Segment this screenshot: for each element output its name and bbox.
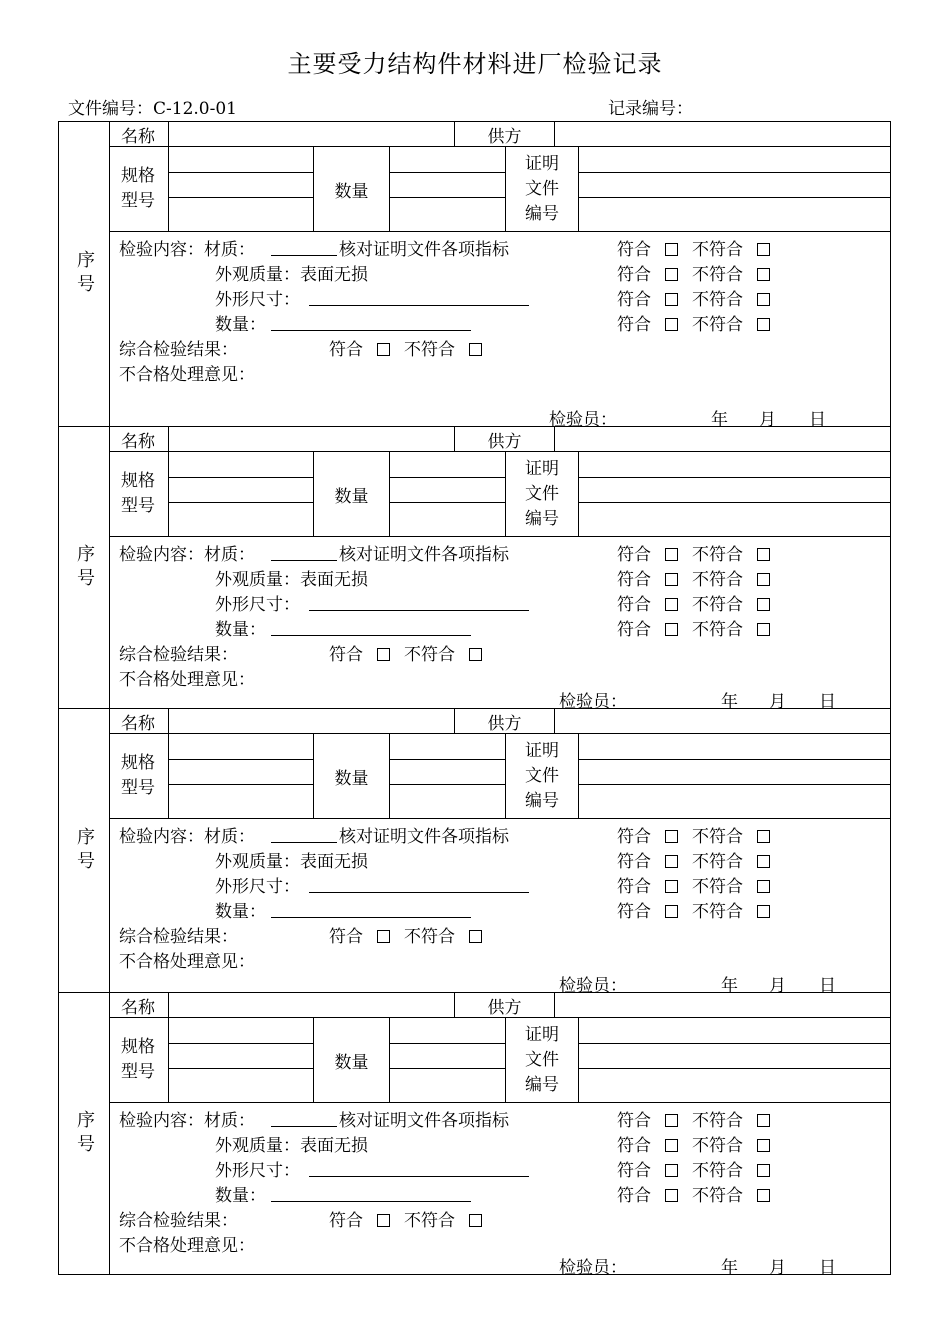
certificate-number-field[interactable] <box>579 1018 890 1102</box>
conform-checkbox[interactable] <box>665 573 678 586</box>
month-label: 月 <box>759 410 776 430</box>
conformity-options <box>617 540 772 565</box>
spec-model-field[interactable] <box>169 734 314 818</box>
dimensions-label: 外形尺寸： <box>215 290 300 310</box>
nonconform-checkbox[interactable] <box>757 1164 770 1177</box>
conform-checkbox[interactable] <box>665 598 678 611</box>
conform-checkbox[interactable] <box>665 293 678 306</box>
certificate-number-label <box>506 1018 579 1102</box>
nonconform-checkbox[interactable] <box>757 573 770 586</box>
certificate-number-label <box>506 147 579 231</box>
conform-label: 符合 <box>617 1136 651 1156</box>
conform-checkbox[interactable] <box>377 648 390 661</box>
supplier-label: 供方 <box>455 427 555 451</box>
cert-label-line: 文件 <box>525 1049 559 1070</box>
nonconform-label: 不符合 <box>404 340 455 360</box>
name-label: 名称 <box>109 122 169 146</box>
inspection-record-block <box>58 427 891 712</box>
cert-label-line: 文件 <box>525 765 559 786</box>
inspector-label: 检验员： <box>559 976 627 996</box>
cert-label-line: 证明 <box>525 740 559 761</box>
spec-model-label <box>109 452 169 536</box>
material-blank[interactable] <box>271 560 337 561</box>
conformity-options <box>617 1181 772 1206</box>
conformity-options <box>617 1106 772 1131</box>
day-label: 日 <box>819 692 836 712</box>
overall-result-label: 综合检验结果： <box>119 645 238 665</box>
dimensions-blank[interactable] <box>309 1176 529 1177</box>
overall-result-options <box>329 335 484 360</box>
spec-model-label <box>109 1018 169 1102</box>
nonconform-label: 不符合 <box>404 645 455 665</box>
day-label: 日 <box>819 1258 836 1278</box>
year-label: 年 <box>711 410 728 430</box>
certificate-number-label <box>506 452 579 536</box>
conform-label: 符合 <box>617 545 651 565</box>
quantity-field[interactable] <box>390 734 506 818</box>
name-field[interactable] <box>169 427 455 451</box>
inspection-content <box>109 1103 890 1278</box>
quantity-label: 数量 <box>314 734 390 818</box>
month-label: 月 <box>769 976 786 996</box>
conformity-options <box>617 847 772 872</box>
conform-label: 符合 <box>329 340 363 360</box>
cert-label-line: 编号 <box>525 790 559 811</box>
cert-label-line: 编号 <box>525 508 559 529</box>
name-field[interactable] <box>169 993 455 1017</box>
model-label-line: 型号 <box>121 191 155 211</box>
nonconform-checkbox[interactable] <box>757 905 770 918</box>
conform-checkbox[interactable] <box>377 930 390 943</box>
sequence-column <box>59 709 110 992</box>
nonconform-checkbox[interactable] <box>469 648 482 661</box>
nonconform-label: 不符合 <box>692 290 743 310</box>
document-number: 文件编号：C-12.0-01 <box>68 99 237 119</box>
appearance-label: 外观质量：表面无损 <box>215 852 368 872</box>
quantity-blank[interactable] <box>271 635 471 636</box>
nonconform-checkbox[interactable] <box>757 318 770 331</box>
spec-quantity-cert-row <box>109 147 890 232</box>
conform-label: 符合 <box>617 1186 651 1206</box>
nonconform-checkbox[interactable] <box>757 830 770 843</box>
model-label-line: 型号 <box>121 778 155 798</box>
inspection-content <box>109 819 890 996</box>
conform-checkbox[interactable] <box>665 905 678 918</box>
conform-label: 符合 <box>617 1161 651 1181</box>
nonconform-handling-label: 不合格处理意见： <box>119 1236 255 1256</box>
nonconform-label: 不符合 <box>692 265 743 285</box>
quantity-check-label: 数量： <box>215 902 266 922</box>
conform-checkbox[interactable] <box>665 1164 678 1177</box>
conformity-options <box>617 590 772 615</box>
page-title: 主要受力结构件材料进厂检验记录 <box>287 50 663 78</box>
conform-checkbox[interactable] <box>665 1189 678 1202</box>
dimensions-blank[interactable] <box>309 305 529 306</box>
nonconform-checkbox[interactable] <box>469 1214 482 1227</box>
quantity-label: 数量 <box>314 452 390 536</box>
certificate-number-label <box>506 734 579 818</box>
conform-checkbox[interactable] <box>665 548 678 561</box>
nonconform-checkbox[interactable] <box>469 343 482 356</box>
conform-label: 符合 <box>329 927 363 947</box>
spec-model-label <box>109 147 169 231</box>
name-field[interactable] <box>169 122 455 146</box>
month-label: 月 <box>769 692 786 712</box>
nonconform-checkbox[interactable] <box>757 598 770 611</box>
conformity-options <box>617 615 772 640</box>
check-against-label: 核对证明文件各项指标 <box>339 1111 509 1131</box>
inspection-content-label: 检验内容：材质： <box>119 1111 255 1131</box>
spec-quantity-cert-row <box>109 452 890 537</box>
quantity-blank[interactable] <box>271 330 471 331</box>
supplier-label: 供方 <box>455 993 555 1017</box>
conform-checkbox[interactable] <box>377 343 390 356</box>
sequence-column <box>59 993 110 1274</box>
overall-result-label: 综合检验结果： <box>119 340 238 360</box>
nonconform-label: 不符合 <box>692 827 743 847</box>
conformity-options <box>617 310 772 335</box>
inspection-content <box>109 537 890 712</box>
conform-label: 符合 <box>617 570 651 590</box>
check-against-label: 核对证明文件各项指标 <box>339 240 509 260</box>
year-label: 年 <box>721 692 738 712</box>
spec-model-field[interactable] <box>169 147 314 231</box>
name-supplier-row <box>109 122 890 147</box>
overall-result-label: 综合检验结果： <box>119 1211 238 1231</box>
nonconform-label: 不符合 <box>692 902 743 922</box>
quantity-check-label: 数量： <box>215 315 266 335</box>
overall-result-label: 综合检验结果： <box>119 927 238 947</box>
nonconform-handling-label: 不合格处理意见： <box>119 670 255 690</box>
dimensions-blank[interactable] <box>309 610 529 611</box>
conform-label: 符合 <box>617 240 651 260</box>
check-against-label: 核对证明文件各项指标 <box>339 545 509 565</box>
conform-label: 符合 <box>617 290 651 310</box>
conformity-options <box>617 1156 772 1181</box>
conform-checkbox[interactable] <box>665 318 678 331</box>
record-number: 记录编号： <box>608 99 693 119</box>
quantity-check-label: 数量： <box>215 620 266 640</box>
name-label: 名称 <box>109 427 169 451</box>
conform-label: 符合 <box>617 852 651 872</box>
cert-label-line: 编号 <box>525 203 559 224</box>
inspection-content-label: 检验内容：材质： <box>119 240 255 260</box>
conform-checkbox[interactable] <box>665 243 678 256</box>
conformity-options <box>617 285 772 310</box>
conform-checkbox[interactable] <box>665 880 678 893</box>
inspection-content-label: 检验内容：材质： <box>119 827 255 847</box>
inspection-content <box>109 232 890 430</box>
quantity-field[interactable] <box>390 452 506 536</box>
nonconform-label: 不符合 <box>692 620 743 640</box>
spec-label-line: 规格 <box>121 166 155 186</box>
conform-checkbox[interactable] <box>665 1114 678 1127</box>
material-blank[interactable] <box>271 255 337 256</box>
conformity-options <box>617 565 772 590</box>
inspector-label: 检验员： <box>559 692 627 712</box>
spec-label-line: 规格 <box>121 753 155 773</box>
spec-label-line: 规格 <box>121 471 155 491</box>
nonconform-checkbox[interactable] <box>757 1189 770 1202</box>
spec-model-field[interactable] <box>169 452 314 536</box>
conformity-options <box>617 897 772 922</box>
spec-label-line: 规格 <box>121 1037 155 1057</box>
quantity-label: 数量 <box>314 1018 390 1102</box>
conform-label: 符合 <box>617 620 651 640</box>
inspection-record-block <box>58 709 891 996</box>
nonconform-label: 不符合 <box>692 1136 743 1156</box>
certificate-number-field[interactable] <box>579 452 890 536</box>
conform-checkbox[interactable] <box>665 830 678 843</box>
supplier-field[interactable] <box>555 427 890 451</box>
conform-label: 符合 <box>617 265 651 285</box>
supplier-field[interactable] <box>555 993 890 1017</box>
conformity-options <box>617 1131 772 1156</box>
certificate-number-field[interactable] <box>579 147 890 231</box>
cert-label-line: 证明 <box>525 1024 559 1045</box>
sequence-label: 序号 <box>74 250 95 298</box>
supplier-label: 供方 <box>455 122 555 146</box>
nonconform-label: 不符合 <box>692 240 743 260</box>
quantity-field[interactable] <box>390 147 506 231</box>
inspection-record-block <box>58 993 891 1278</box>
quantity-blank[interactable] <box>271 917 471 918</box>
nonconform-checkbox[interactable] <box>757 243 770 256</box>
nonconform-checkbox[interactable] <box>757 623 770 636</box>
year-label: 年 <box>721 1258 738 1278</box>
nonconform-label: 不符合 <box>692 545 743 565</box>
month-label: 月 <box>769 1258 786 1278</box>
conform-checkbox[interactable] <box>665 623 678 636</box>
quantity-label: 数量 <box>314 147 390 231</box>
supplier-field[interactable] <box>555 122 890 146</box>
appearance-label: 外观质量：表面无损 <box>215 570 368 590</box>
cert-label-line: 证明 <box>525 153 559 174</box>
overall-result-options <box>329 922 484 947</box>
nonconform-label: 不符合 <box>692 1161 743 1181</box>
inspection-content-label: 检验内容：材质： <box>119 545 255 565</box>
nonconform-label: 不符合 <box>692 852 743 872</box>
sequence-label: 序号 <box>74 543 95 592</box>
sequence-label: 序号 <box>74 826 95 875</box>
inspection-record-block <box>58 121 891 430</box>
dimensions-label: 外形尺寸： <box>215 595 300 615</box>
nonconform-label: 不符合 <box>692 570 743 590</box>
name-supplier-row <box>109 709 890 734</box>
material-blank[interactable] <box>271 1126 337 1127</box>
name-field[interactable] <box>169 709 455 733</box>
nonconform-label: 不符合 <box>692 315 743 335</box>
name-label: 名称 <box>109 993 169 1017</box>
name-supplier-row <box>109 993 890 1018</box>
conform-label: 符合 <box>617 902 651 922</box>
check-against-label: 核对证明文件各项指标 <box>339 827 509 847</box>
inspector-label: 检验员： <box>549 410 617 430</box>
dimensions-label: 外形尺寸： <box>215 877 300 897</box>
inspector-label: 检验员： <box>559 1258 627 1278</box>
sequence-column <box>59 427 110 708</box>
nonconform-checkbox[interactable] <box>757 1114 770 1127</box>
quantity-check-label: 数量： <box>215 1186 266 1206</box>
conformity-options <box>617 260 772 285</box>
conform-label: 符合 <box>617 877 651 897</box>
conform-label: 符合 <box>617 1111 651 1131</box>
conform-checkbox[interactable] <box>377 1214 390 1227</box>
supplier-label: 供方 <box>455 709 555 733</box>
sequence-label: 序号 <box>74 1109 95 1158</box>
nonconform-label: 不符合 <box>692 877 743 897</box>
nonconform-handling-label: 不合格处理意见： <box>119 365 255 385</box>
cert-label-line: 编号 <box>525 1074 559 1095</box>
name-label: 名称 <box>109 709 169 733</box>
nonconform-checkbox[interactable] <box>757 293 770 306</box>
nonconform-handling-label: 不合格处理意见： <box>119 952 255 972</box>
conformity-options <box>617 235 772 260</box>
conform-label: 符合 <box>617 315 651 335</box>
conform-label: 符合 <box>617 827 651 847</box>
year-label: 年 <box>721 976 738 996</box>
nonconform-label: 不符合 <box>404 927 455 947</box>
model-label-line: 型号 <box>121 496 155 516</box>
nonconform-label: 不符合 <box>404 1211 455 1231</box>
spec-model-label <box>109 734 169 818</box>
spec-quantity-cert-row <box>109 1018 890 1103</box>
sequence-column <box>59 122 110 426</box>
nonconform-checkbox[interactable] <box>757 1139 770 1152</box>
name-supplier-row <box>109 427 890 452</box>
nonconform-label: 不符合 <box>692 1111 743 1131</box>
dimensions-label: 外形尺寸： <box>215 1161 300 1181</box>
quantity-field[interactable] <box>390 1018 506 1102</box>
conform-label: 符合 <box>329 1211 363 1231</box>
appearance-label: 外观质量：表面无损 <box>215 265 368 285</box>
certificate-number-field[interactable] <box>579 734 890 818</box>
material-blank[interactable] <box>271 842 337 843</box>
nonconform-checkbox[interactable] <box>757 880 770 893</box>
nonconform-label: 不符合 <box>692 1186 743 1206</box>
cert-label-line: 文件 <box>525 178 559 199</box>
nonconform-checkbox[interactable] <box>757 548 770 561</box>
spec-model-field[interactable] <box>169 1018 314 1102</box>
nonconform-checkbox[interactable] <box>757 855 770 868</box>
model-label-line: 型号 <box>121 1062 155 1082</box>
spec-quantity-cert-row <box>109 734 890 819</box>
dimensions-blank[interactable] <box>309 892 529 893</box>
day-label: 日 <box>809 410 826 430</box>
conform-checkbox[interactable] <box>665 268 678 281</box>
nonconform-checkbox[interactable] <box>757 268 770 281</box>
conformity-options <box>617 822 772 847</box>
supplier-field[interactable] <box>555 709 890 733</box>
conform-checkbox[interactable] <box>665 855 678 868</box>
nonconform-checkbox[interactable] <box>469 930 482 943</box>
conform-label: 符合 <box>617 595 651 615</box>
conformity-options <box>617 872 772 897</box>
conform-label: 符合 <box>329 645 363 665</box>
conform-checkbox[interactable] <box>665 1139 678 1152</box>
cert-label-line: 文件 <box>525 483 559 504</box>
cert-label-line: 证明 <box>525 458 559 479</box>
day-label: 日 <box>819 976 836 996</box>
quantity-blank[interactable] <box>271 1201 471 1202</box>
overall-result-options <box>329 640 484 665</box>
overall-result-options <box>329 1206 484 1231</box>
nonconform-label: 不符合 <box>692 595 743 615</box>
appearance-label: 外观质量：表面无损 <box>215 1136 368 1156</box>
